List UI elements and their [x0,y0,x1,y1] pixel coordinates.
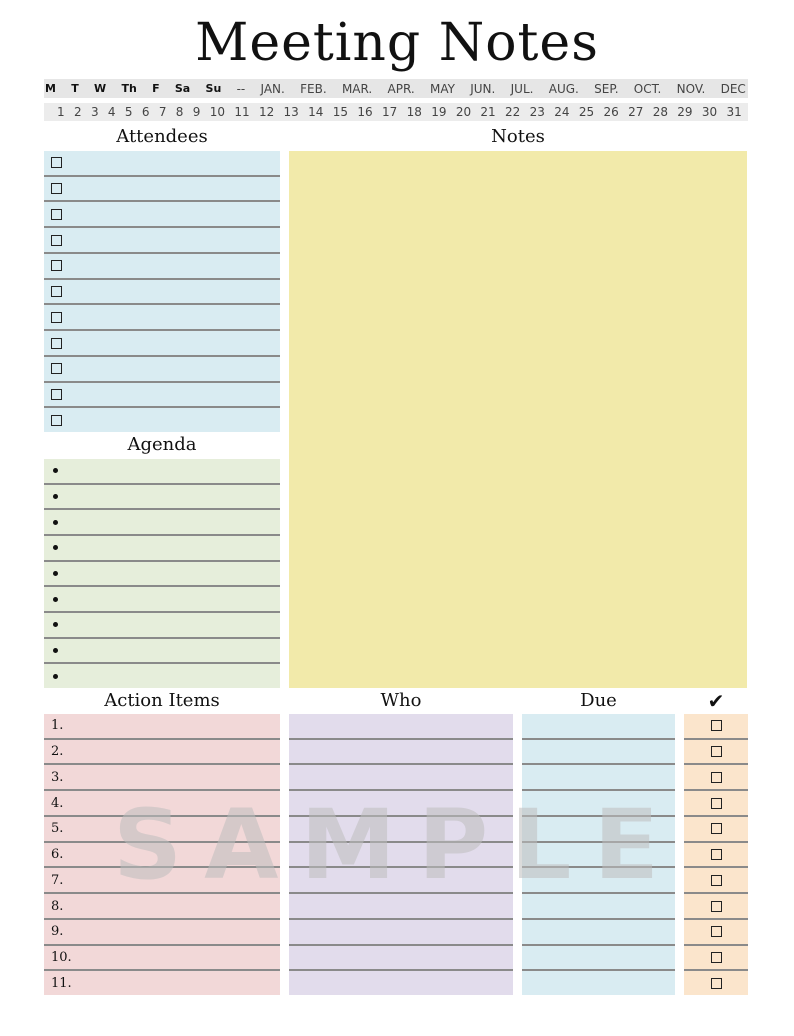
date-number[interactable]: 15 [332,105,349,119]
agenda-row[interactable] [44,613,280,639]
attendees-label: Attendees [116,126,208,147]
agenda-row[interactable] [44,639,280,665]
checkbox[interactable] [51,338,62,349]
date-number[interactable]: 17 [381,105,398,119]
action-item-row[interactable] [44,946,280,972]
date-number[interactable]: 7 [158,105,167,119]
agenda-panel [44,459,280,688]
date-number[interactable]: 16 [357,105,373,119]
attendee-row[interactable] [44,408,280,432]
attendees-panel [44,151,280,432]
date-number[interactable]: 1 [57,105,65,119]
action-item-row[interactable] [44,765,280,791]
bullet-icon [53,520,58,525]
date-number[interactable]: 11 [234,105,250,119]
separator: -- [236,81,246,96]
bullet-icon [53,545,58,550]
bullet-icon [53,494,58,499]
date-number[interactable]: 30 [701,105,718,119]
bullet-icon [53,622,58,627]
done-row[interactable] [684,946,748,972]
action-item-number: 4. [51,795,64,811]
done-row[interactable] [684,765,748,791]
done-row[interactable] [684,714,748,740]
who-row[interactable] [289,971,513,995]
action-item-number: 11. [51,975,72,991]
weekday-label[interactable]: W [94,82,107,95]
bullet-icon [53,468,58,473]
checkmark-icon: ✔ [707,689,725,713]
bullet-icon [53,597,58,602]
notes-label: Notes [491,126,545,147]
attendee-row[interactable] [44,331,280,357]
date-number[interactable]: 22 [505,105,521,119]
who-row[interactable] [289,740,513,766]
action-item-number: 9. [51,924,64,940]
action-item-row[interactable] [44,971,280,995]
month-label[interactable]: JAN. [260,81,285,96]
month-label[interactable]: JUL. [510,81,534,96]
action-item-number: 6. [51,847,64,863]
checkbox[interactable] [51,183,62,194]
agenda-row[interactable] [44,459,280,485]
due-row[interactable] [522,765,675,791]
done-row[interactable] [684,971,748,995]
attendee-row[interactable] [44,177,280,203]
sample-watermark: SAMPLE [112,789,682,901]
who-row[interactable] [289,714,513,740]
date-number[interactable]: 12 [258,105,275,119]
date-number[interactable]: 28 [652,105,668,119]
date-number[interactable]: 4 [107,105,116,119]
who-row[interactable] [289,946,513,972]
action-item-number: 5. [51,821,64,837]
date-number[interactable]: 20 [455,105,472,119]
date-number[interactable]: 14 [308,105,324,119]
checkbox[interactable] [51,286,62,297]
done-row[interactable] [684,740,748,766]
who-label: Who [380,690,422,711]
done-checkbox[interactable] [711,720,722,731]
checkbox[interactable] [51,415,62,426]
action-item-row[interactable] [44,740,280,766]
checkbox[interactable] [51,363,62,374]
date-number[interactable]: 9 [192,105,201,119]
page-title: Meeting Notes [195,13,599,73]
attendee-row[interactable] [44,228,280,254]
date-number[interactable]: 29 [677,105,693,119]
month-label[interactable]: APR. [387,81,415,96]
agenda-row[interactable] [44,587,280,613]
due-row[interactable] [522,971,675,995]
month-label[interactable]: JUN. [470,81,496,96]
agenda-row[interactable] [44,510,280,536]
date-number-bar [44,103,748,121]
date-number[interactable]: 13 [283,105,299,119]
month-label[interactable]: AUG. [548,81,579,96]
date-number[interactable]: 10 [209,105,225,119]
weekday-label[interactable]: Sa [174,82,191,95]
action-item-number: 3. [51,769,64,785]
agenda-row[interactable] [44,536,280,562]
bullet-icon [53,571,58,576]
date-number[interactable]: 3 [90,105,99,119]
bullet-icon [53,648,58,653]
date-number[interactable]: 19 [431,105,447,119]
attendee-row[interactable] [44,254,280,280]
agenda-row[interactable] [44,664,280,688]
month-label[interactable]: SEP. [594,81,619,96]
attendee-row[interactable] [44,280,280,306]
date-number[interactable]: 27 [628,105,644,119]
done-checkbox[interactable] [711,926,722,937]
agenda-row[interactable] [44,485,280,511]
checkbox[interactable] [51,260,62,271]
done-checkbox[interactable] [711,772,722,783]
date-number[interactable]: 18 [406,105,422,119]
action-item-row[interactable] [44,920,280,946]
checkbox[interactable] [51,235,62,246]
month-label[interactable]: OCT. [633,81,662,96]
who-row[interactable] [289,765,513,791]
done-row[interactable] [684,920,748,946]
date-number[interactable]: 6 [141,105,150,119]
done-checkbox[interactable] [711,746,722,757]
action-item-row[interactable] [44,714,280,740]
done-checkbox[interactable] [711,952,722,963]
checkbox[interactable] [51,312,62,323]
action-item-number: 1. [51,718,64,734]
agenda-row[interactable] [44,562,280,588]
date-number[interactable]: 31 [726,105,742,119]
attendee-row[interactable] [44,202,280,228]
bullet-icon [53,674,58,679]
date-number[interactable]: 25 [578,105,595,119]
due-row[interactable] [522,946,675,972]
weekday-label[interactable]: T [71,82,79,95]
weekday-label[interactable]: F [152,82,160,95]
done-checkbox[interactable] [711,978,722,989]
checkbox[interactable] [51,389,62,400]
due-row[interactable] [522,714,675,740]
checkbox[interactable] [51,157,62,168]
weekday-label[interactable]: Su [205,82,222,95]
date-number[interactable]: 21 [480,105,496,119]
date-number[interactable]: 2 [73,105,82,119]
action-item-number: 10. [51,949,72,965]
month-label[interactable]: NOV. [676,81,706,96]
date-number[interactable]: 24 [554,105,570,119]
who-row[interactable] [289,920,513,946]
date-number[interactable]: 26 [603,105,619,119]
action-item-number: 2. [51,744,64,760]
action-item-number: 7. [51,872,64,888]
date-number[interactable]: 23 [529,105,545,119]
due-row[interactable] [522,920,675,946]
action-item-number: 8. [51,898,64,914]
weekday-month-bar [44,79,748,98]
agenda-label: Agenda [127,434,197,455]
month-label[interactable]: MAR. [341,81,373,96]
month-label[interactable]: FEB. [300,81,327,96]
notes-area[interactable] [289,151,747,688]
month-label[interactable]: DEC [720,81,746,96]
attendee-row[interactable] [44,305,280,331]
date-number[interactable]: 8 [175,105,184,119]
attendee-row[interactable] [44,357,280,383]
due-row[interactable] [522,740,675,766]
month-label[interactable]: MAY [429,81,455,96]
action-items-label: Action Items [104,690,220,711]
checkbox[interactable] [51,209,62,220]
attendee-row[interactable] [44,151,280,177]
due-label: Due [580,690,617,711]
weekday-label[interactable]: Th [121,82,137,95]
weekday-label[interactable]: M [45,82,56,95]
attendee-row[interactable] [44,383,280,409]
done-checkbox[interactable] [711,901,722,912]
date-number[interactable]: 5 [124,105,133,119]
